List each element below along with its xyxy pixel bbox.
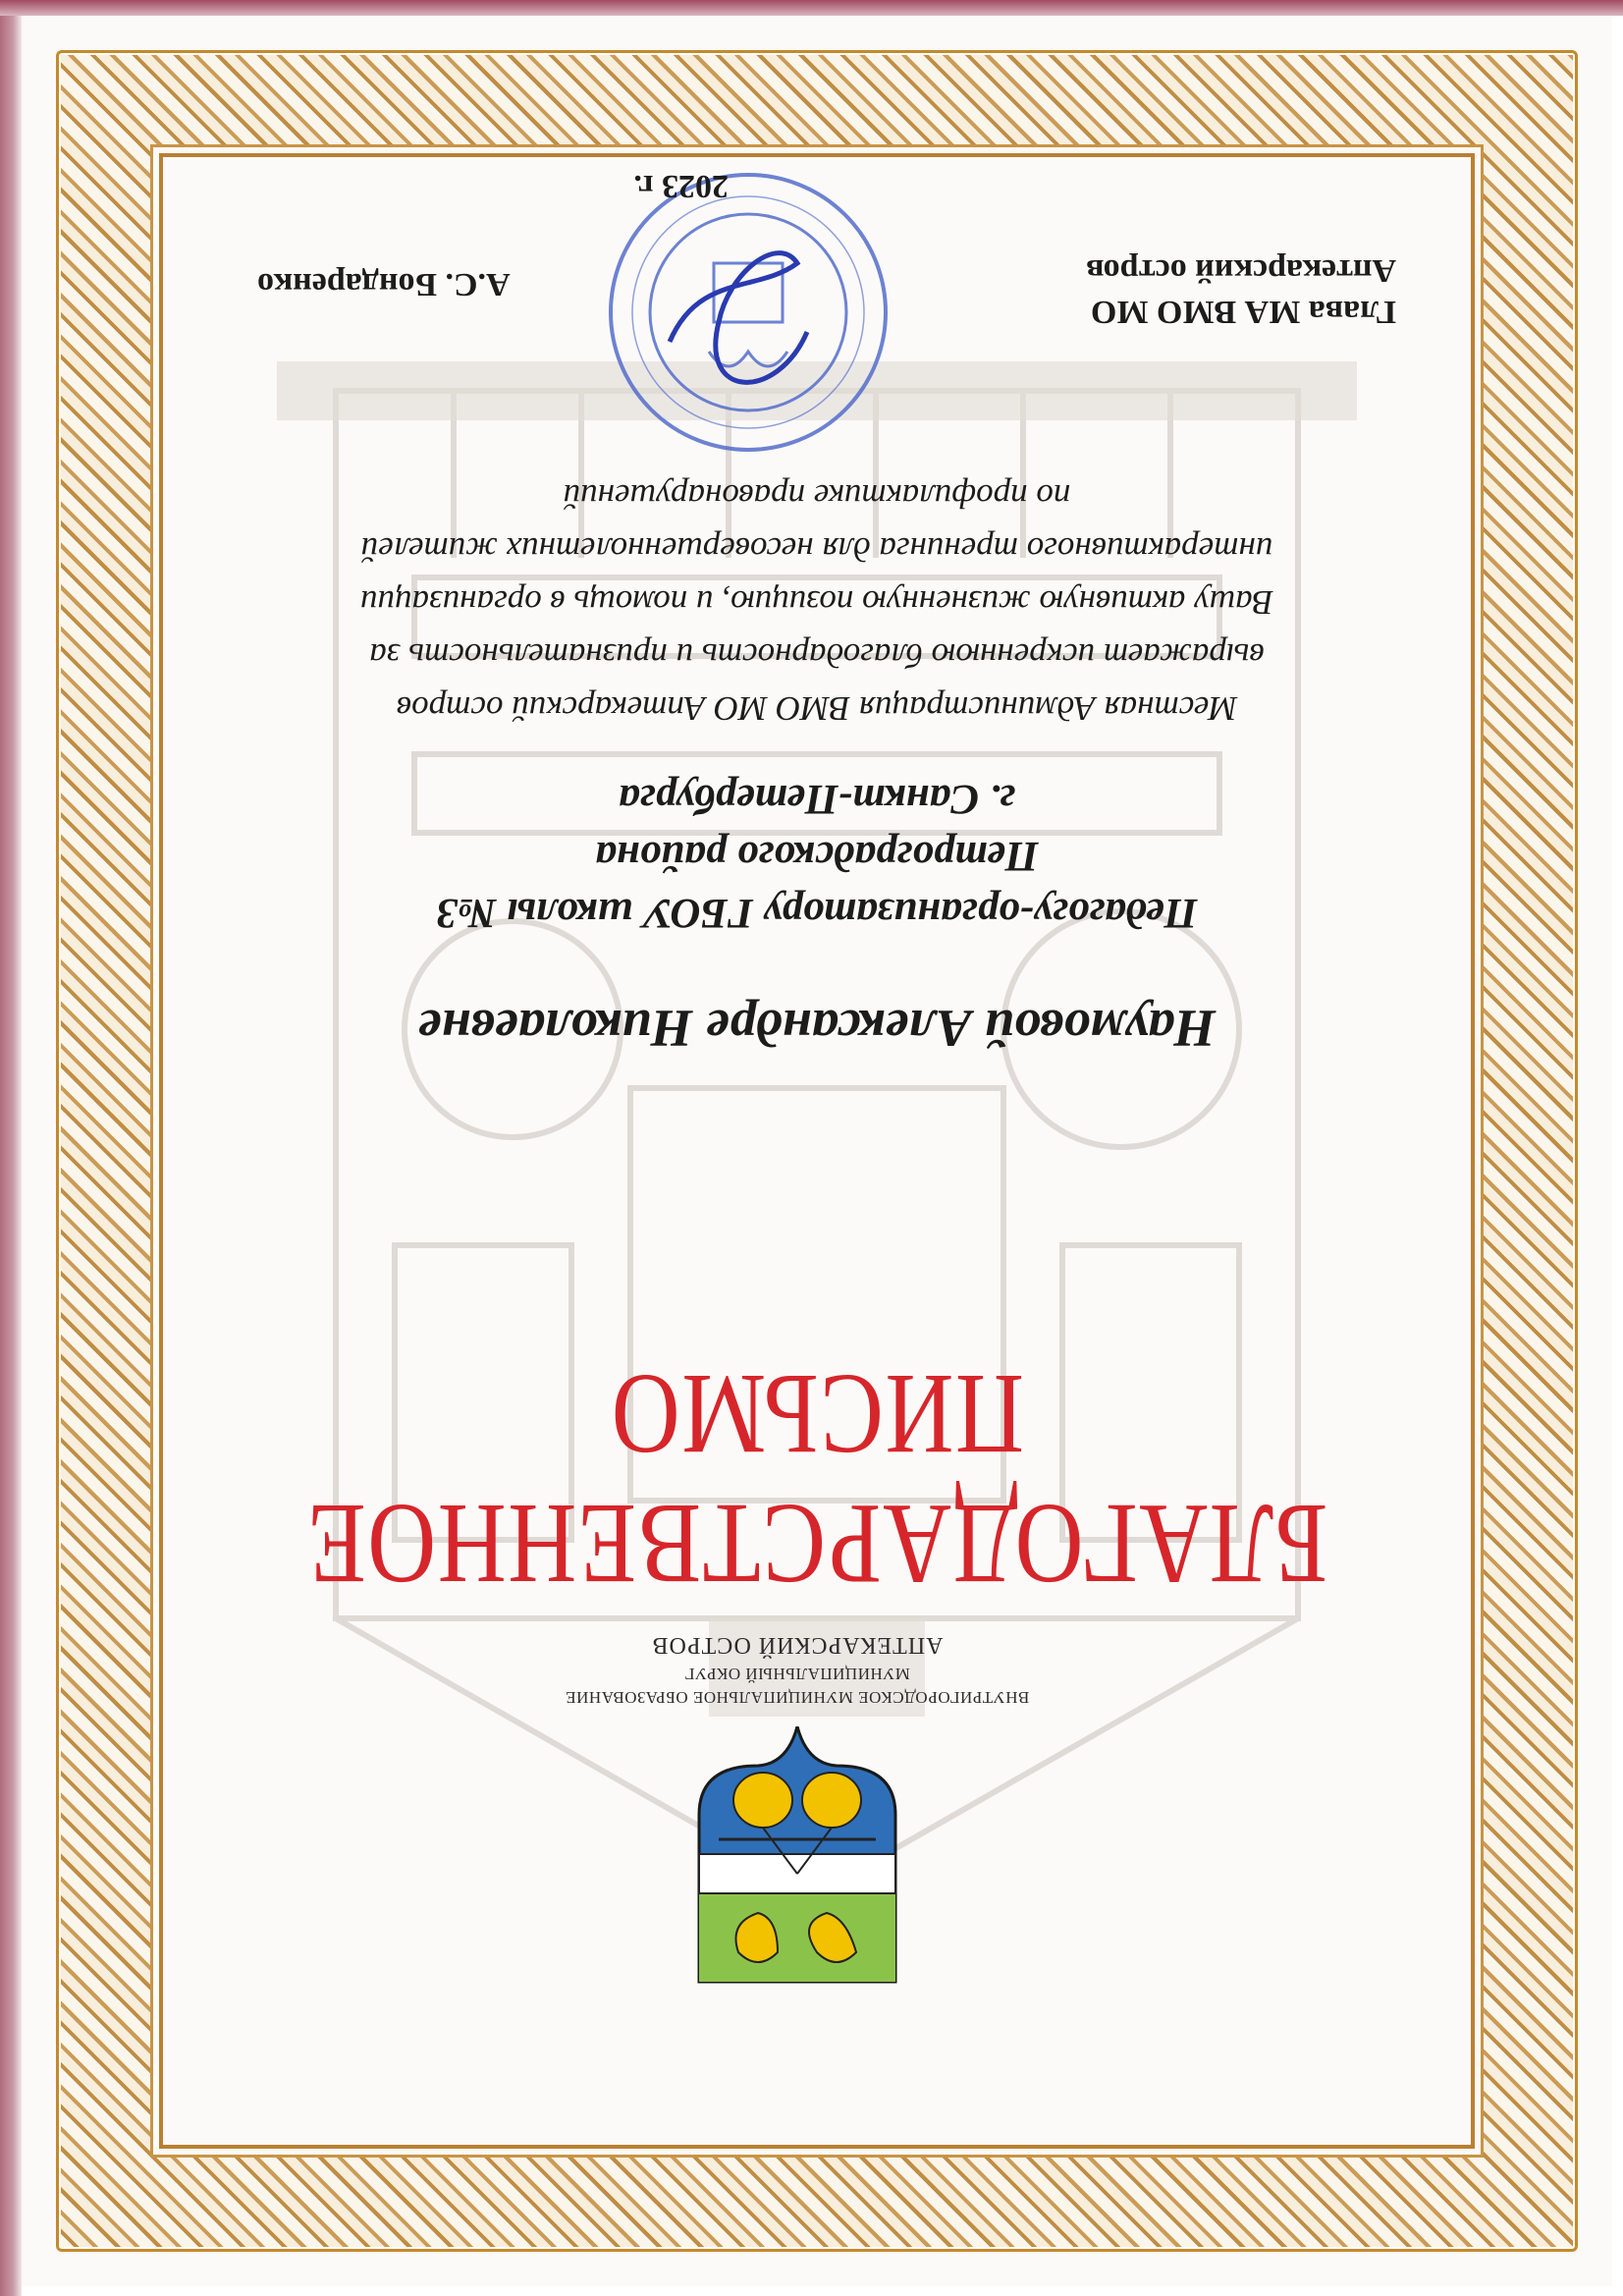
- signatory-title: [886, 249, 1396, 332]
- organization-line-1: ВНУТРИГОРОДСКОЕ МУНИЦИПАЛЬНОЕ ОБРАЗОВАНИЕ: [565, 1688, 1030, 1707]
- position-line: Петроградского района: [595, 833, 1039, 879]
- body-line: Вашу активную жизненную позицию, и помощь в организации: [360, 583, 1273, 622]
- organization-name: [483, 1631, 1111, 1707]
- signatory-title-line-1: Глава МА ВМО МО: [1090, 294, 1396, 330]
- certificate-rotated: [22, 16, 1612, 2286]
- certificate-sheet: [22, 16, 1612, 2286]
- signatory-name: А.С. Бондаренко: [257, 266, 511, 302]
- title-line-1: БЛАГОДАРСТВЕННОЕ: [305, 1480, 1328, 1609]
- organization-line-3: АПТЕКАРСКИЙ ОСТРОВ: [651, 1632, 944, 1658]
- coat-of-arms-emblem: [689, 1726, 905, 2011]
- position-line: г. Санкт-Петербурга: [619, 776, 1015, 822]
- gratitude-text: [257, 469, 1377, 735]
- official-stamp: [601, 165, 895, 460]
- recipient-position: [179, 770, 1455, 941]
- position-line: Педагогу-организатору ГБОУ школы №3: [436, 890, 1198, 936]
- body-line: интерактивного тренинга для несовершеннолетних жителей: [360, 530, 1273, 569]
- body-line: по профилактике правонарушений: [563, 477, 1071, 516]
- title-line-2: ПИСЬМО: [610, 1350, 1024, 1479]
- binding-edge: [0, 0, 22, 2296]
- signatory-title-line-2: Аптекарский остров: [1086, 252, 1396, 289]
- certificate-content: [179, 168, 1455, 2129]
- binding-edge-top: [0, 0, 1623, 16]
- organization-line-2: МУНИЦИПАЛЬНЫЙ ОКРУГ: [684, 1665, 910, 1683]
- body-line: выражает искреннюю благодарность и признательность за: [369, 636, 1265, 675]
- body-line: Местная Администрация ВМО МО Аптекарский остров: [396, 689, 1238, 728]
- certificate-date: 2023 г.: [633, 168, 729, 204]
- recipient-name: Наумовой Александре Николаевне: [417, 999, 1217, 1058]
- certificate-title: [294, 1349, 1340, 1609]
